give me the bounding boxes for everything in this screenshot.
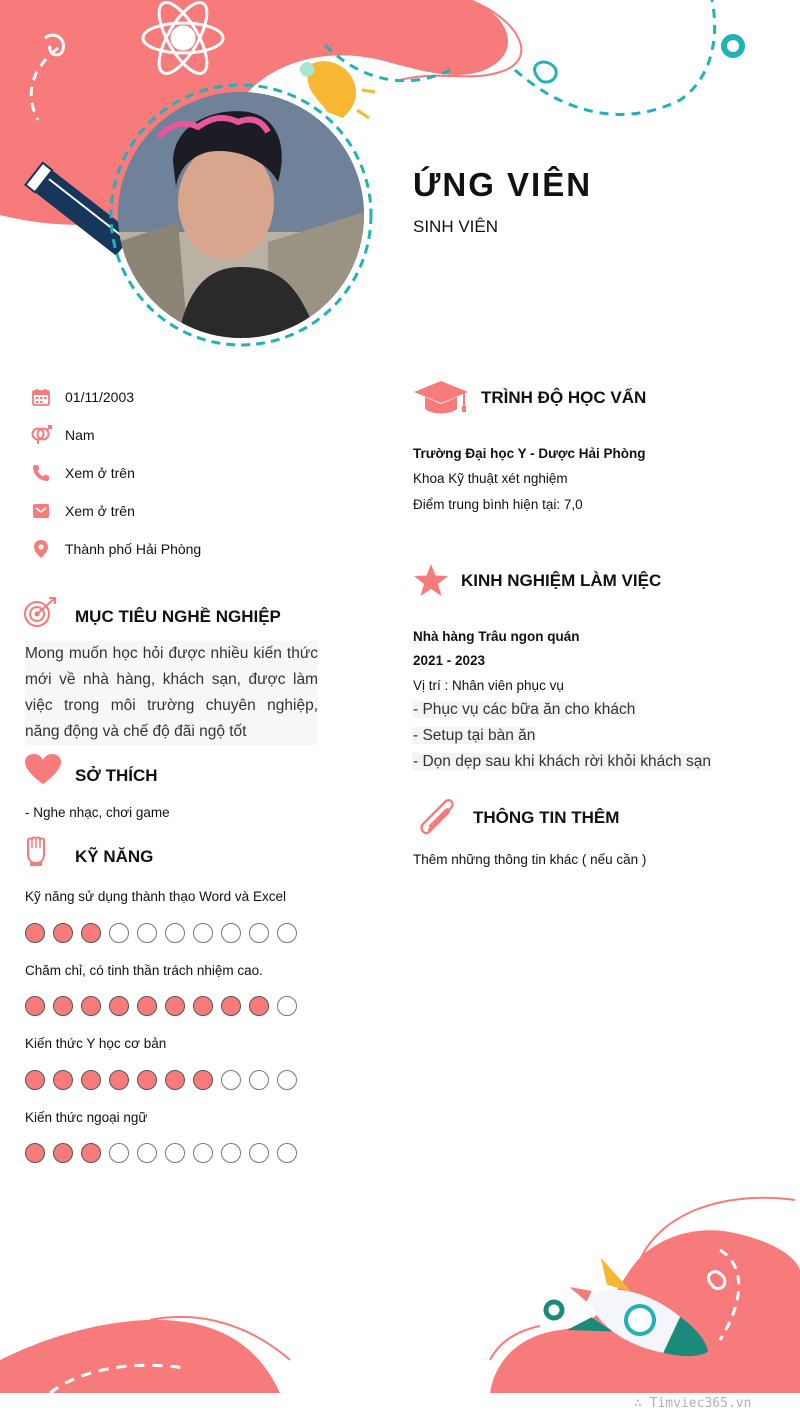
rating-dot-empty	[221, 1070, 241, 1090]
contact-email	[30, 498, 135, 524]
watermark: ∴ Timviec365.vn	[634, 1396, 752, 1411]
rating-dot-filled	[81, 1070, 101, 1090]
contact-birthday	[30, 384, 134, 410]
rating-dot-empty	[221, 923, 241, 943]
rating-dot-filled	[109, 1070, 129, 1090]
rating-dot-empty	[193, 1143, 213, 1163]
phone-text: Xem ở trên	[65, 465, 135, 481]
bottom-left-blob	[0, 1320, 280, 1393]
rating-dot-empty	[277, 1143, 297, 1163]
rating-dot-empty	[193, 923, 213, 943]
avatar	[118, 92, 364, 338]
rating-dot-filled	[221, 996, 241, 1016]
duty-text: - Setup tại bàn ăn	[413, 727, 536, 744]
rating-dot-empty	[109, 1143, 129, 1163]
rating-dot-empty	[277, 996, 297, 1016]
skills-title: KỸ NĂNG	[75, 847, 154, 866]
contact-phone	[30, 460, 135, 486]
gpa-text: Điểm trung bình hiện tại: 7,0	[413, 497, 583, 512]
birthday-text: 01/11/2003	[65, 389, 135, 405]
duty-item	[412, 701, 636, 719]
faculty-text: Khoa Kỹ thuật xét nghiệm	[413, 471, 568, 486]
hobbies-title: SỞ THÍCH	[75, 766, 158, 785]
objective-title: MỤC TIÊU NGHỀ NGHIỆP	[75, 607, 281, 626]
rating-dot-empty	[277, 1070, 297, 1090]
duty-item	[412, 753, 712, 771]
rating-dot-filled	[81, 923, 101, 943]
rating-dot-empty	[109, 923, 129, 943]
email-text: Xem ở trên	[65, 503, 135, 519]
dashed-swirl-loop	[535, 62, 557, 82]
rating-dot-filled	[165, 1070, 185, 1090]
rating-dot-empty	[165, 1143, 185, 1163]
rating-dot-filled	[25, 923, 45, 943]
school-name: Trường Đại học Y - Dược Hải Phòng	[413, 446, 646, 461]
position-text: Vị trí : Nhân viên phục vụ	[413, 678, 564, 693]
rating-dot-filled	[53, 996, 73, 1016]
rating-dot-empty	[249, 1143, 269, 1163]
rating-dot-filled	[137, 996, 157, 1016]
phone-icon	[30, 462, 52, 484]
contact-address	[30, 536, 201, 562]
rating-dot-empty	[137, 1143, 157, 1163]
teal-ring-bottom	[546, 1302, 562, 1318]
contact-gender	[30, 422, 95, 448]
rating-dot-empty	[249, 923, 269, 943]
location-pin-icon	[30, 538, 52, 560]
graduation-cap-icon	[413, 378, 469, 416]
work-period: 2021 - 2023	[413, 653, 486, 668]
dashed-swirl-right	[515, 0, 715, 114]
hobbies-text: - Nghe nhạc, chơi game	[25, 805, 170, 820]
extra-text: Thêm những thông tin khác ( nếu cần )	[413, 852, 647, 867]
duty-text: - Phục vụ các bữa ăn cho khách	[413, 701, 636, 718]
skill-rating	[25, 1143, 297, 1163]
rating-dot-empty	[165, 923, 185, 943]
rating-dot-filled	[25, 1070, 45, 1090]
teal-ring	[724, 37, 742, 55]
rating-dot-filled	[53, 923, 73, 943]
rating-dot-filled	[193, 1070, 213, 1090]
rating-dot-filled	[165, 996, 185, 1016]
target-icon	[22, 596, 58, 630]
rating-dot-filled	[249, 996, 269, 1016]
heart-icon	[24, 752, 62, 786]
rating-dot-filled	[109, 996, 129, 1016]
star-icon	[413, 563, 449, 597]
gender-text: Nam	[65, 427, 95, 443]
education-title: TRÌNH ĐỘ HỌC VẤN	[481, 388, 647, 407]
address-text: Thành phố Hải Phòng	[65, 541, 202, 557]
rating-dot-filled	[193, 996, 213, 1016]
rating-dot-filled	[81, 1143, 101, 1163]
skill-rating	[25, 996, 297, 1016]
calendar-icon	[30, 386, 52, 408]
rating-dot-filled	[53, 1070, 73, 1090]
skill-rating	[25, 1070, 297, 1090]
candidate-name: ỨNG VIÊN	[413, 166, 593, 203]
fist-icon	[24, 835, 48, 867]
rating-dot-empty	[221, 1143, 241, 1163]
duty-item	[412, 727, 536, 745]
rating-dot-empty	[137, 923, 157, 943]
duty-text: - Dọn dẹp sau khi khách rời khỏi khách sạn	[413, 753, 711, 770]
paperclip-icon	[415, 796, 459, 838]
candidate-role: SINH VIÊN	[413, 217, 499, 236]
rating-dot-filled	[81, 996, 101, 1016]
rating-dot-filled	[137, 1070, 157, 1090]
skill-label: Kiến thức Y học cơ bản	[25, 1036, 167, 1051]
objective-text: Mong muốn học hỏi được nhiều kiến thức mới về nhà hàng, khách sạn, được làm việc trong môi trường chuyên nghiệp, năng động và chế độ đãi ngộ tốt	[25, 641, 318, 745]
skill-label: Kiến thức ngoại ngữ	[25, 1110, 148, 1125]
rating-dot-filled	[25, 1143, 45, 1163]
company-name: Nhà hàng Trâu ngon quán	[413, 629, 580, 644]
skill-rating	[25, 923, 297, 943]
extra-title: THÔNG TIN THÊM	[473, 808, 620, 827]
rating-dot-filled	[53, 1143, 73, 1163]
rating-dot-empty	[249, 1070, 269, 1090]
watermark-text: Timviec365.vn	[649, 1396, 752, 1411]
skill-label: Chăm chỉ, có tinh thần trách nhiệm cao.	[25, 963, 263, 978]
rating-dot-empty	[277, 923, 297, 943]
experience-title: KINH NGHIỆM LÀM VIỆC	[461, 571, 662, 590]
skill-label: Kỹ năng sử dụng thành thạo Word và Excel	[25, 889, 286, 904]
email-icon	[30, 500, 52, 522]
rating-dot-filled	[25, 996, 45, 1016]
gender-icon	[30, 424, 52, 446]
